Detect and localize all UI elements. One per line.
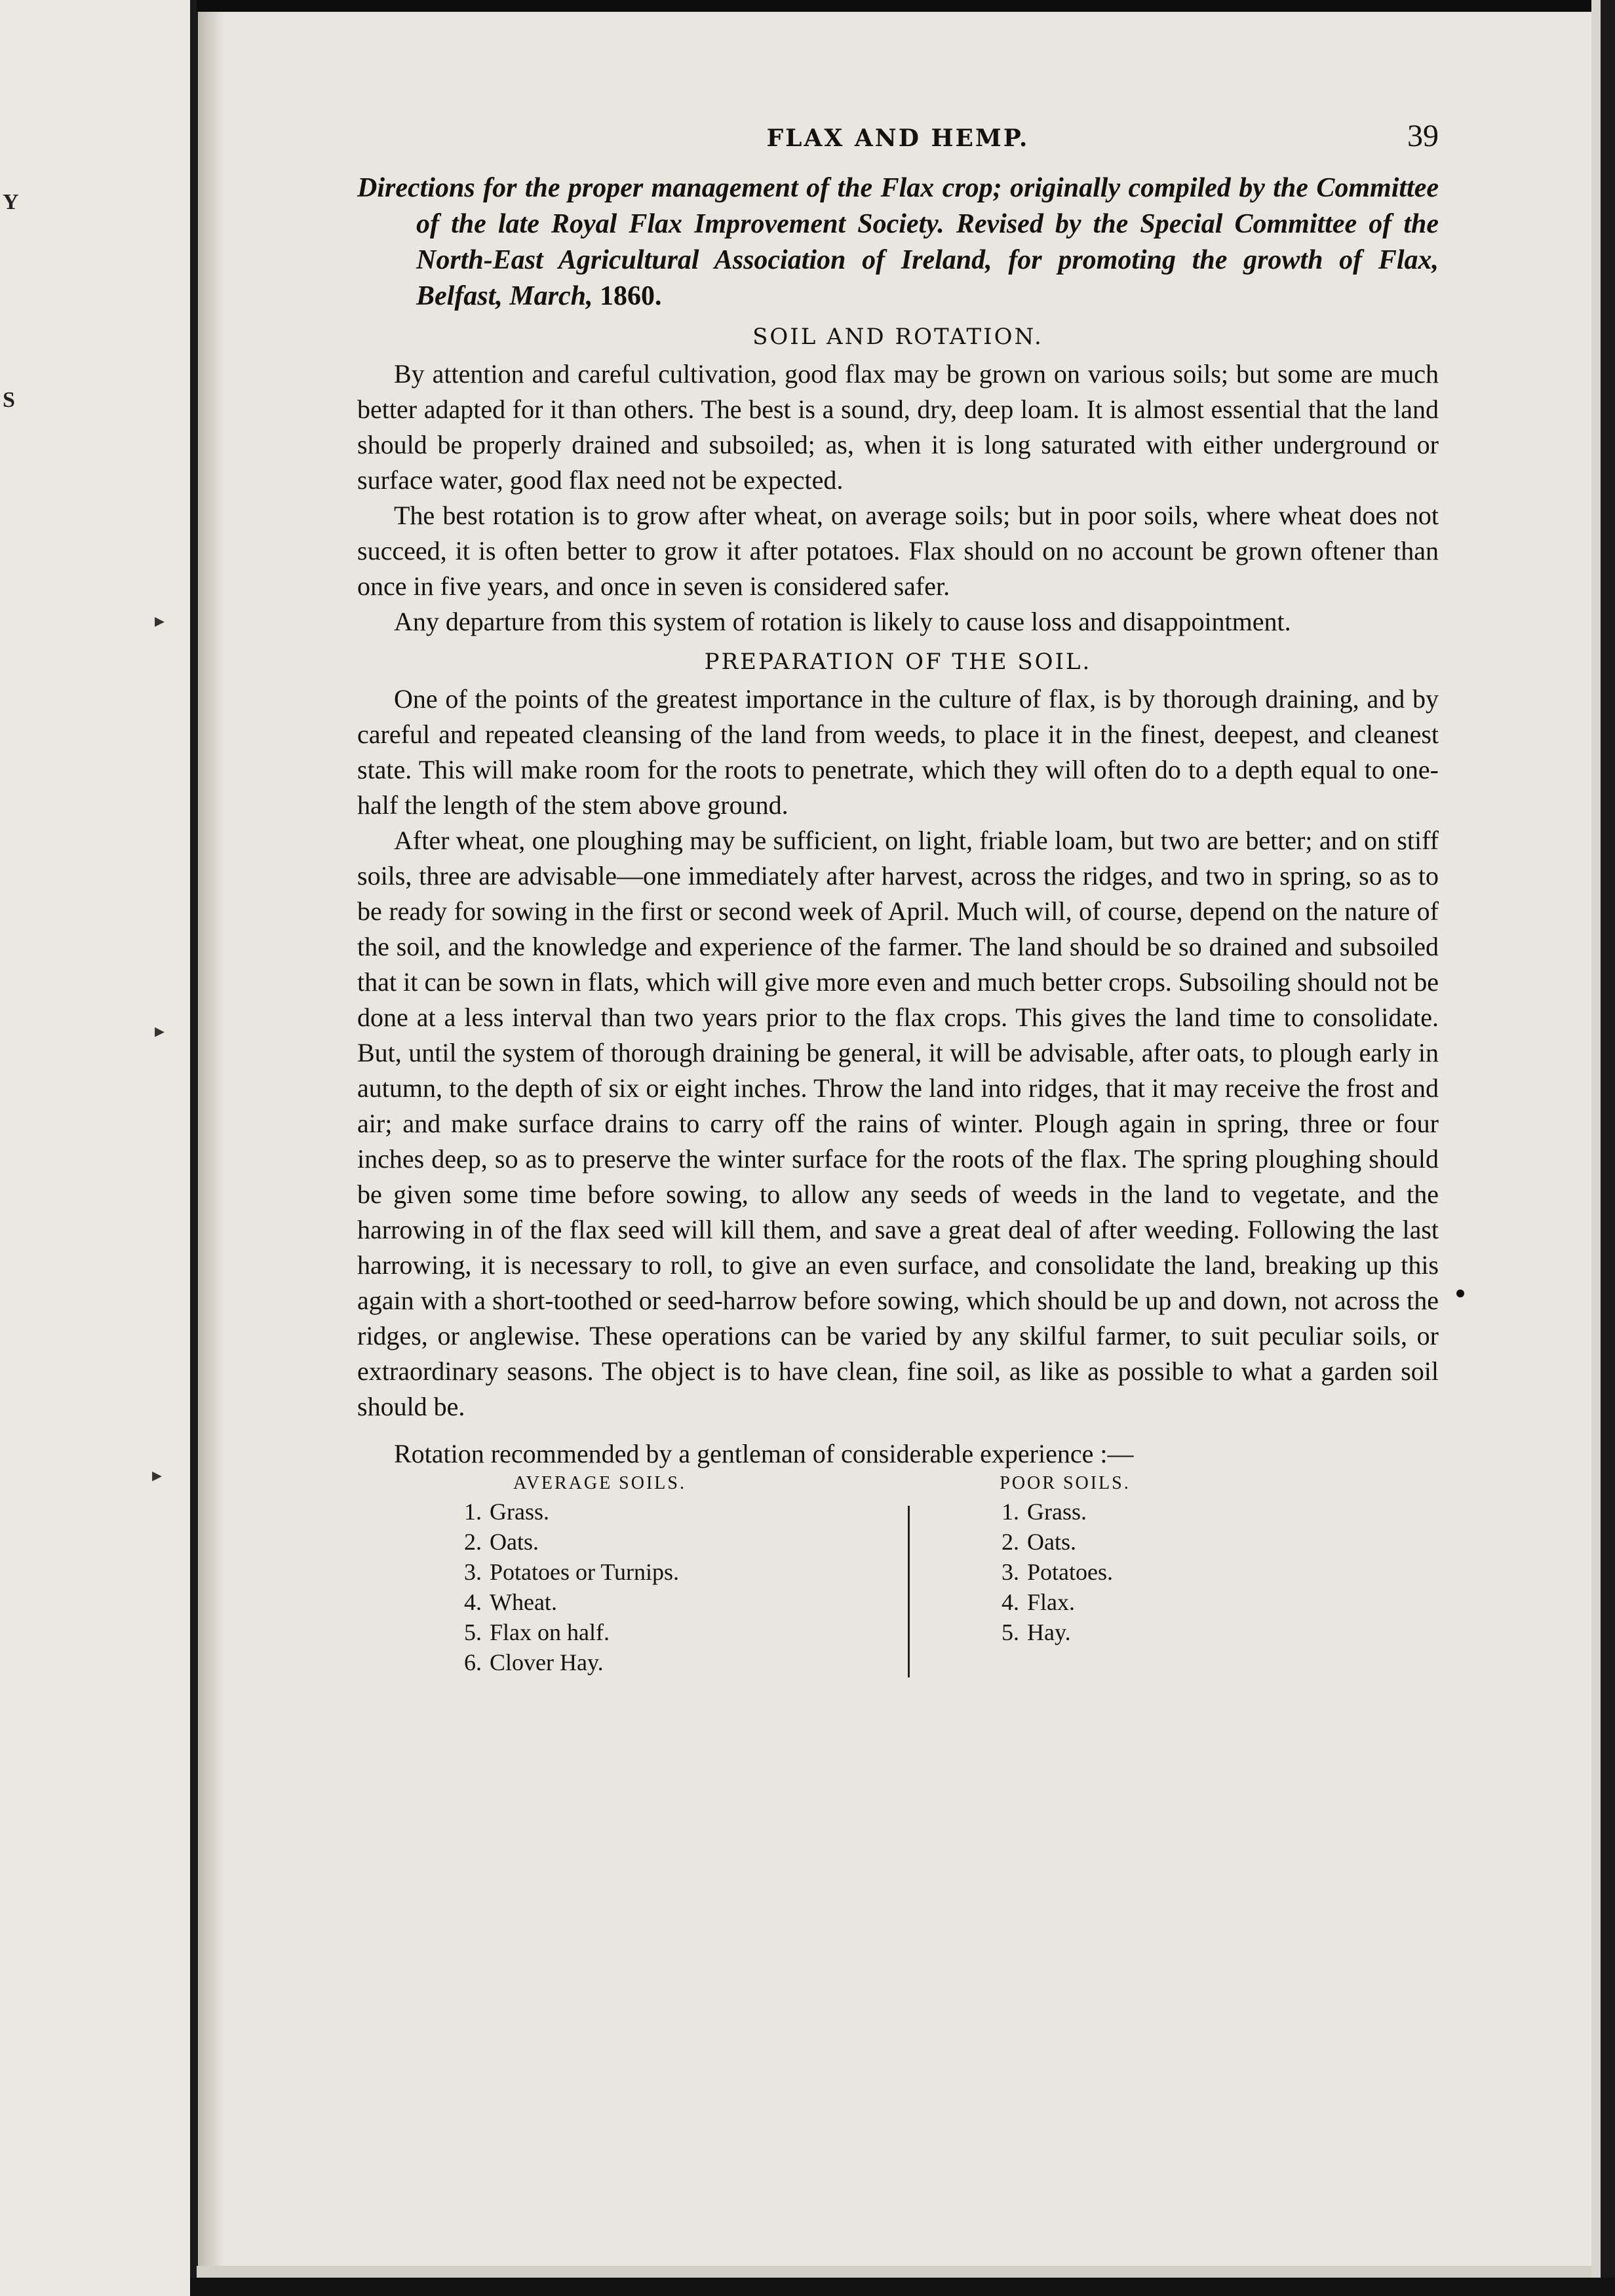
book-gutter — [190, 0, 198, 2296]
section-heading: SOIL AND ROTATION. — [752, 324, 1043, 350]
list-item: 2. Oats. — [1002, 1529, 1076, 1555]
list-item: 6. Clover Hay. — [464, 1649, 604, 1675]
section-heading: PREPARATION OF THE SOIL. — [704, 649, 1092, 675]
intro-year: 1860. — [600, 281, 662, 311]
page-right-edge — [1591, 0, 1601, 2296]
facing-page-fragment: Y — [3, 190, 19, 214]
gutter-shadow — [198, 0, 224, 2296]
rotation-list — [980, 1497, 1255, 1647]
list-item: 4. Flax. — [1002, 1589, 1076, 1615]
poor-soils-column — [980, 1473, 1255, 1647]
average-soils-column — [442, 1473, 744, 1677]
rotation-list — [442, 1497, 744, 1677]
list-item: 4. Wheat. — [464, 1589, 557, 1615]
list-item: 2. Oats. — [464, 1529, 539, 1555]
facing-page-fragment: S — [3, 388, 15, 412]
body-paragraph: One of the points of the greatest importance in the culture of flax, is by thorough draining, and by careful and repeated cleansing of the land from weeds, to place it in the finest, deepest, and cleanest state. This will make room for the roots to penetrate, which they will often do to a depth equal to one-half the length of the stem above ground. — [357, 684, 1439, 820]
scan-bottom-border — [190, 2278, 1615, 2296]
book-page — [357, 118, 1439, 1676]
column-heading: POOR SOILS. — [1000, 1473, 1131, 1493]
list-item: 3. Potatoes. — [1002, 1559, 1113, 1585]
rotation-intro: Rotation recommended by a gentleman of considerable experience :— — [394, 1439, 1134, 1468]
list-item: 1. Grass. — [1002, 1499, 1087, 1525]
page-bottom-edge — [197, 2266, 1591, 2278]
binding-mark: ▸ — [155, 1020, 165, 1043]
body-paragraph: By attention and careful cultivation, good flax may be grown on various soils; but some are much better adapted for it than others. The best is a sound, dry, deep loam. It is almost essential that the land should be properly drained and subsoiled; as, when it is long saturated with either underground or surface water, good flax need not be expected. — [357, 359, 1439, 495]
body-paragraph: The best rotation is to grow after wheat, on average soils; but in poor soils, where wheat does not succeed, it is often better to grow it after potatoes. Flax should on no account be grown oftener than once in five years, and once in seven is considered safer. — [357, 501, 1439, 601]
binding-mark: ▸ — [155, 609, 165, 632]
running-head — [357, 118, 1439, 170]
list-item: 5. Hay. — [1002, 1619, 1071, 1645]
body-paragraph: After wheat, one ploughing may be sufficient, on light, friable loam, but two are better; and on stiff soils, three are advisable—one immediately after harvest, across the ridges, and two in spring, so as to be ready for sowing in the first or second week of April. Much will, of course, depend on the nature of the soil, and the knowledge and experience of the farmer. The land should be so drained and subsoiled that it can be sown in flats, which will give more even and much better crops. Subsoiling should not be done at a less interval than two years prior to the flax crops. This gives the land time to consolidate. But, until the system of thorough draining be general, it will be advisable, after oats, to plough early in autumn, to the depth of six or eight inches. Throw the land into ridges, that it may receive the frost and air; and make surface drains to carry off the rains of winter. Plough again in spring, three or four inches deep, so as to preserve the winter surface for the roots of the flax. The spring ploughing should be given some time before sowing, to allow any seeds of weeds in the land to vegetate, and the harrowing in of the flax seed will kill them, and save a great deal of after weeding. Following the last harrowing, it is necessary to roll, to give an even surface, and consolidate the land, breaking up this again with a short-toothed or seed-harrow before sowing, which should be up and down, not across the ridges, or anglewise. These operations can be varied by any skilful farmer, to suit peculiar soils, or extraordinary seasons. The object is to have clean, fine soil, as like as possible to what a garden soil should be. — [357, 826, 1439, 1421]
scan-right-border — [1601, 0, 1615, 2296]
list-item: 1. Grass. — [464, 1499, 549, 1525]
rotation-table — [357, 1473, 1439, 1676]
page-number: 39 — [1407, 119, 1439, 153]
body-paragraph: Any departure from this system of rotation is likely to cause loss and disappointment. — [394, 607, 1291, 636]
left-page-edge — [0, 0, 198, 2296]
binding-mark: ▸ — [152, 1464, 163, 1487]
scan-top-border — [197, 0, 1615, 12]
intro-paragraph — [357, 170, 1439, 315]
column-heading: AVERAGE SOILS. — [513, 1473, 686, 1493]
ink-dot — [1456, 1290, 1464, 1297]
intro-text: Directions for the proper management of the Flax crop; originally compiled by the Committee of the late Royal Flax Improvement Society. Revised by the Special Committee of the North-East Agricultural Association of Ireland, for promoting the growth of Flax, Belfast, March, — [357, 173, 1439, 311]
running-title: FLAX AND HEMP. — [766, 124, 1030, 152]
column-divider — [908, 1506, 910, 1677]
list-item: 3. Potatoes or Turnips. — [464, 1559, 680, 1585]
list-item: 5. Flax on half. — [464, 1619, 610, 1645]
